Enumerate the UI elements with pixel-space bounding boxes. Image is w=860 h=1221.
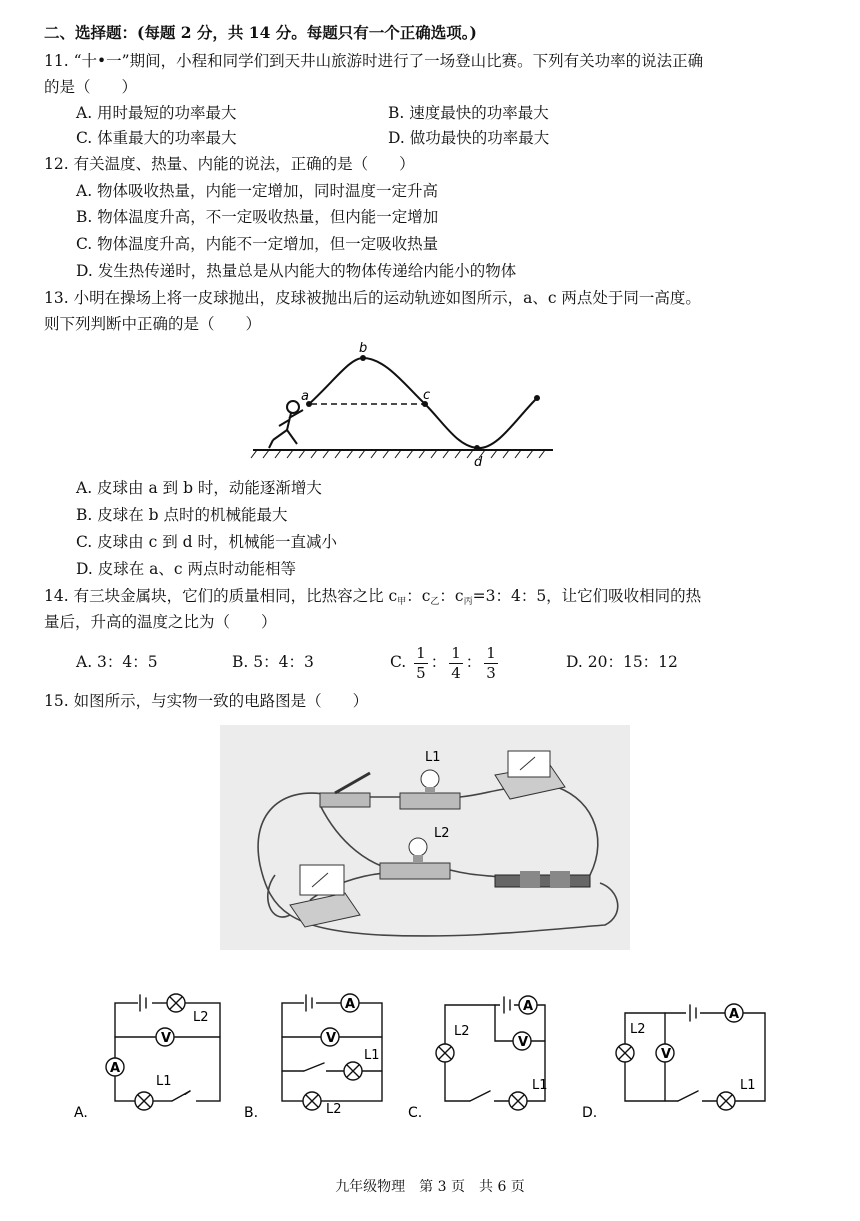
svg-text:A: A	[110, 1061, 121, 1076]
svg-text:L1: L1	[156, 1074, 172, 1089]
svg-text:V: V	[518, 1035, 529, 1050]
q11-option-a: A. 用时最短的功率最大	[76, 104, 237, 122]
fraction-1-5: $\frac{1}{5}$	[416, 643, 426, 682]
svg-text:L2: L2	[630, 1022, 646, 1037]
q11-option-d: D. 做功最快的功率最大	[388, 129, 550, 147]
q13-stem-line1: 13. 小明在操场上将一皮球抛出，皮球被抛出后的运动轨迹如图所示，a、c 两点处于同一高度。	[44, 289, 701, 307]
q12-option-d: D. 发生热传递时，热量总是从内能大的物体传递给内能小的物体	[76, 262, 517, 280]
physical-circuit-photo	[220, 725, 630, 950]
q13-option-c: C. 皮球由 c 到 d 时，机械能一直减小	[76, 533, 337, 551]
q14-stem-line1: 14. 有三块金属块，它们的质量相同，比热容之比 $c_甲$：$c_乙$：$c_丙=3$：4：5，让它们吸收相同的热	[44, 587, 702, 607]
svg-text:L1: L1	[740, 1078, 756, 1093]
svg-text:L1: L1	[532, 1078, 548, 1093]
q11-option-c: C. 体重最大的功率最大	[76, 129, 237, 147]
svg-text:A: A	[729, 1007, 740, 1022]
circuit-c-letter: C.	[408, 1105, 423, 1121]
q11-option-b: B. 速度最快的功率最大	[388, 104, 549, 122]
svg-text:L2: L2	[193, 1010, 209, 1025]
svg-text:V: V	[661, 1047, 672, 1062]
svg-text:A: A	[345, 997, 356, 1012]
q14-option-b: B. 5：4：3	[232, 653, 314, 671]
q13-option-a: A. 皮球由 a 到 b 时，动能逐渐增大	[76, 479, 322, 497]
q14-option-c: C. $\frac{1}{5}$ ： $\frac{1}{4}$ ： $\frac{1}{3}$	[390, 643, 496, 682]
svg-text:V: V	[326, 1031, 337, 1046]
thrower-figure	[269, 401, 303, 448]
circuit-a-letter: A.	[74, 1105, 88, 1121]
q11-stem-line2: 的是（ ）	[44, 78, 138, 96]
q12-stem: 12. 有关温度、热量、内能的说法，正确的是（ ）	[44, 155, 415, 173]
point-b-label: b	[359, 341, 368, 356]
q14-stem-line2: 量后，升高的温度之比为（ ）	[44, 613, 277, 631]
fraction-1-3: $\frac{1}{3}$	[486, 643, 496, 682]
page-footer: 九年级物理 第 3 页 共 6 页	[335, 1179, 525, 1195]
circuit-b-letter: B.	[244, 1105, 259, 1121]
svg-text:V: V	[161, 1031, 172, 1046]
q12-option-a: A. 物体吸收热量，内能一定增加，同时温度一定升高	[76, 182, 439, 200]
circuit-d-letter: D.	[582, 1105, 598, 1121]
photo-l2-label: L2	[434, 826, 450, 841]
q12-option-b: B. 物体温度升高，不一定吸收热量，但内能一定增加	[76, 208, 439, 226]
point-d-label: d	[474, 455, 483, 470]
q11-stem-line1: 11. “十•一”期间，小程和同学们到天井山旅游时进行了一场登山比赛。下列有关功率的说法正确	[44, 52, 704, 70]
ball-trajectory-figure	[245, 340, 565, 470]
q12-option-c: C. 物体温度升高，内能不一定增加，但一定吸收热量	[76, 235, 439, 253]
q15-stem: 15. 如图所示，与实物一致的电路图是（ ）	[44, 692, 369, 710]
point-c-label: c	[423, 388, 431, 403]
svg-text:L2: L2	[454, 1024, 470, 1039]
q13-option-b: B. 皮球在 b 点时的机械能最大	[76, 506, 288, 524]
section-title: 二、选择题：(每题 2 分，共 14 分。每题只有一个正确选项。)	[44, 23, 477, 42]
svg-text:L2: L2	[326, 1102, 342, 1117]
svg-text:A: A	[523, 999, 534, 1014]
fraction-1-4: $\frac{1}{4}$	[451, 643, 461, 682]
q13-option-d: D. 皮球在 a、c 两点时动能相等	[76, 560, 297, 578]
point-a-label: a	[301, 389, 309, 404]
q13-stem-line2: 则下列判断中正确的是（ ）	[44, 315, 262, 333]
q14-option-a: A. 3：4：5	[76, 653, 158, 671]
circuit-diagrams	[60, 985, 780, 1125]
photo-l1-label: L1	[425, 750, 441, 765]
svg-text:L1: L1	[364, 1048, 380, 1063]
q14-option-d: D. 20：15：12	[566, 653, 678, 671]
